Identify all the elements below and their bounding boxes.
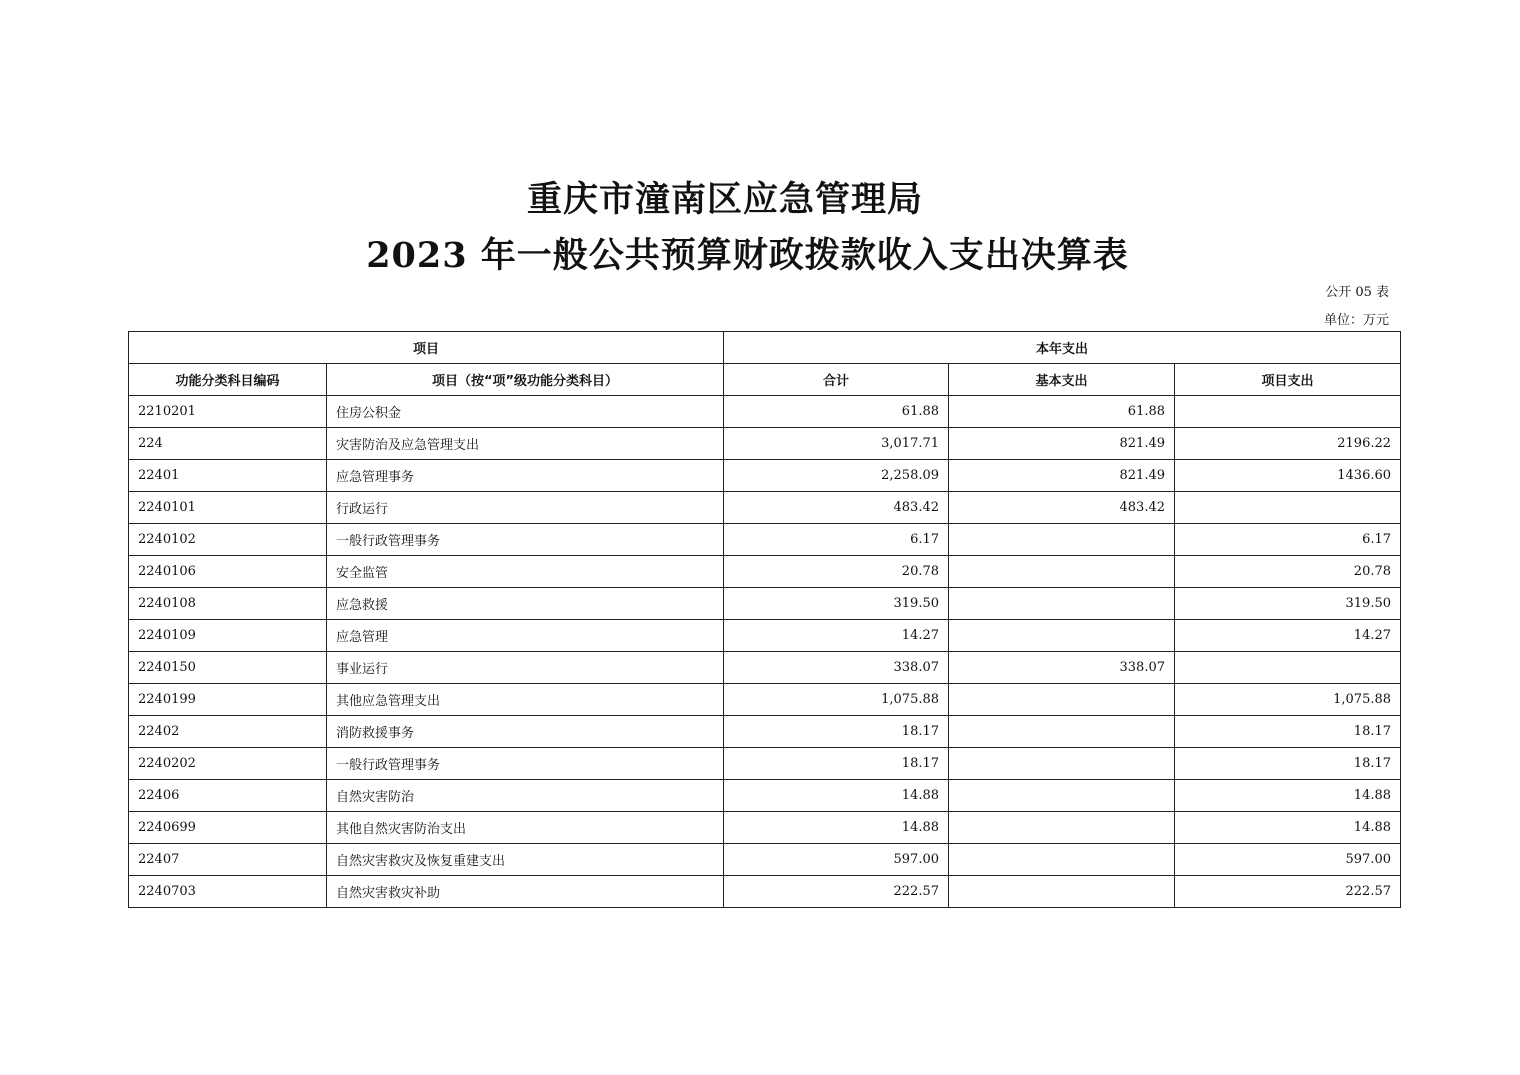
cell-total: 1,075.88 — [724, 684, 949, 716]
table-row — [129, 396, 1401, 428]
unit-label: 单位：万元 — [1323, 313, 1389, 328]
cell-basic — [949, 780, 1175, 812]
cell-code: 22401 — [129, 460, 327, 492]
document-title: 重庆市潼南区应急管理局 — [526, 179, 923, 220]
cell-code: 22402 — [129, 716, 327, 748]
cell-name: 自然灾害防治 — [327, 780, 724, 812]
table-row — [129, 812, 1401, 844]
cell-name: 安全监管 — [327, 556, 724, 588]
table-row — [129, 876, 1401, 908]
cell-total: 3,017.71 — [724, 428, 949, 460]
cell-basic — [949, 812, 1175, 844]
cell-project: 6.17 — [1175, 524, 1401, 556]
cell-code: 2210201 — [129, 396, 327, 428]
cell-name: 事业运行 — [327, 652, 724, 684]
cell-code: 2240102 — [129, 524, 327, 556]
group-header-row — [129, 332, 1401, 364]
table-number: 公开 05 表 — [1325, 285, 1389, 300]
table-row — [129, 492, 1401, 524]
cell-code: 2240699 — [129, 812, 327, 844]
cell-project: 18.17 — [1175, 716, 1401, 748]
table-row — [129, 844, 1401, 876]
cell-name: 自然灾害救灾补助 — [327, 876, 724, 908]
cell-name: 应急救援 — [327, 588, 724, 620]
table-row — [129, 652, 1401, 684]
table-row — [129, 780, 1401, 812]
group-header-item: 项目 — [129, 332, 724, 364]
cell-code: 22406 — [129, 780, 327, 812]
cell-total: 483.42 — [724, 492, 949, 524]
cell-project — [1175, 396, 1401, 428]
cell-total: 20.78 — [724, 556, 949, 588]
cell-code: 224 — [129, 428, 327, 460]
cell-code: 2240106 — [129, 556, 327, 588]
table-row — [129, 716, 1401, 748]
cell-project — [1175, 492, 1401, 524]
group-header-expenditure: 本年支出 — [724, 332, 1401, 364]
cell-total: 14.88 — [724, 812, 949, 844]
table-row — [129, 620, 1401, 652]
cell-project: 14.88 — [1175, 812, 1401, 844]
budget-table — [128, 331, 1401, 908]
cell-basic — [949, 620, 1175, 652]
table-row — [129, 588, 1401, 620]
column-header-total: 合计 — [724, 364, 949, 396]
cell-basic — [949, 716, 1175, 748]
cell-basic: 821.49 — [949, 428, 1175, 460]
cell-project: 18.17 — [1175, 748, 1401, 780]
cell-code: 2240703 — [129, 876, 327, 908]
document-subtitle: 2023 年一般公共预算财政拨款收入支出决算表 — [366, 235, 1129, 276]
cell-project: 1,075.88 — [1175, 684, 1401, 716]
table-row — [129, 556, 1401, 588]
cell-code: 2240202 — [129, 748, 327, 780]
cell-name: 其他应急管理支出 — [327, 684, 724, 716]
cell-name: 应急管理事务 — [327, 460, 724, 492]
cell-name: 其他自然灾害防治支出 — [327, 812, 724, 844]
cell-project: 2196.22 — [1175, 428, 1401, 460]
cell-project — [1175, 652, 1401, 684]
cell-total: 18.17 — [724, 748, 949, 780]
cell-total: 2,258.09 — [724, 460, 949, 492]
cell-code: 2240108 — [129, 588, 327, 620]
cell-basic — [949, 844, 1175, 876]
cell-total: 18.17 — [724, 716, 949, 748]
cell-project: 20.78 — [1175, 556, 1401, 588]
cell-name: 一般行政管理事务 — [327, 524, 724, 556]
cell-basic — [949, 748, 1175, 780]
cell-name: 应急管理 — [327, 620, 724, 652]
table-row — [129, 428, 1401, 460]
cell-name: 自然灾害救灾及恢复重建支出 — [327, 844, 724, 876]
column-header-row — [129, 364, 1401, 396]
table-row — [129, 524, 1401, 556]
cell-basic — [949, 524, 1175, 556]
cell-project: 597.00 — [1175, 844, 1401, 876]
cell-code: 2240101 — [129, 492, 327, 524]
cell-project: 222.57 — [1175, 876, 1401, 908]
cell-code: 2240150 — [129, 652, 327, 684]
cell-total: 597.00 — [724, 844, 949, 876]
cell-name: 一般行政管理事务 — [327, 748, 724, 780]
cell-name: 灾害防治及应急管理支出 — [327, 428, 724, 460]
cell-total: 14.27 — [724, 620, 949, 652]
cell-name: 行政运行 — [327, 492, 724, 524]
cell-total: 338.07 — [724, 652, 949, 684]
table-row — [129, 684, 1401, 716]
cell-basic — [949, 588, 1175, 620]
cell-basic — [949, 684, 1175, 716]
cell-project: 319.50 — [1175, 588, 1401, 620]
cell-total: 222.57 — [724, 876, 949, 908]
table-body — [129, 396, 1401, 908]
cell-basic — [949, 876, 1175, 908]
cell-total: 61.88 — [724, 396, 949, 428]
cell-basic: 483.42 — [949, 492, 1175, 524]
column-header-code: 功能分类科目编码 — [129, 364, 327, 396]
cell-total: 14.88 — [724, 780, 949, 812]
cell-project: 14.88 — [1175, 780, 1401, 812]
cell-name: 住房公积金 — [327, 396, 724, 428]
cell-basic — [949, 556, 1175, 588]
cell-project: 1436.60 — [1175, 460, 1401, 492]
cell-code: 2240199 — [129, 684, 327, 716]
cell-code: 2240109 — [129, 620, 327, 652]
cell-code: 22407 — [129, 844, 327, 876]
cell-project: 14.27 — [1175, 620, 1401, 652]
cell-basic: 338.07 — [949, 652, 1175, 684]
cell-name: 消防救援事务 — [327, 716, 724, 748]
table-row — [129, 460, 1401, 492]
cell-basic: 821.49 — [949, 460, 1175, 492]
column-header-basic: 基本支出 — [949, 364, 1175, 396]
column-header-name: 项目（按“项”级功能分类科目） — [327, 364, 724, 396]
cell-total: 6.17 — [724, 524, 949, 556]
table-row — [129, 748, 1401, 780]
cell-total: 319.50 — [724, 588, 949, 620]
cell-basic: 61.88 — [949, 396, 1175, 428]
column-header-project: 项目支出 — [1175, 364, 1401, 396]
